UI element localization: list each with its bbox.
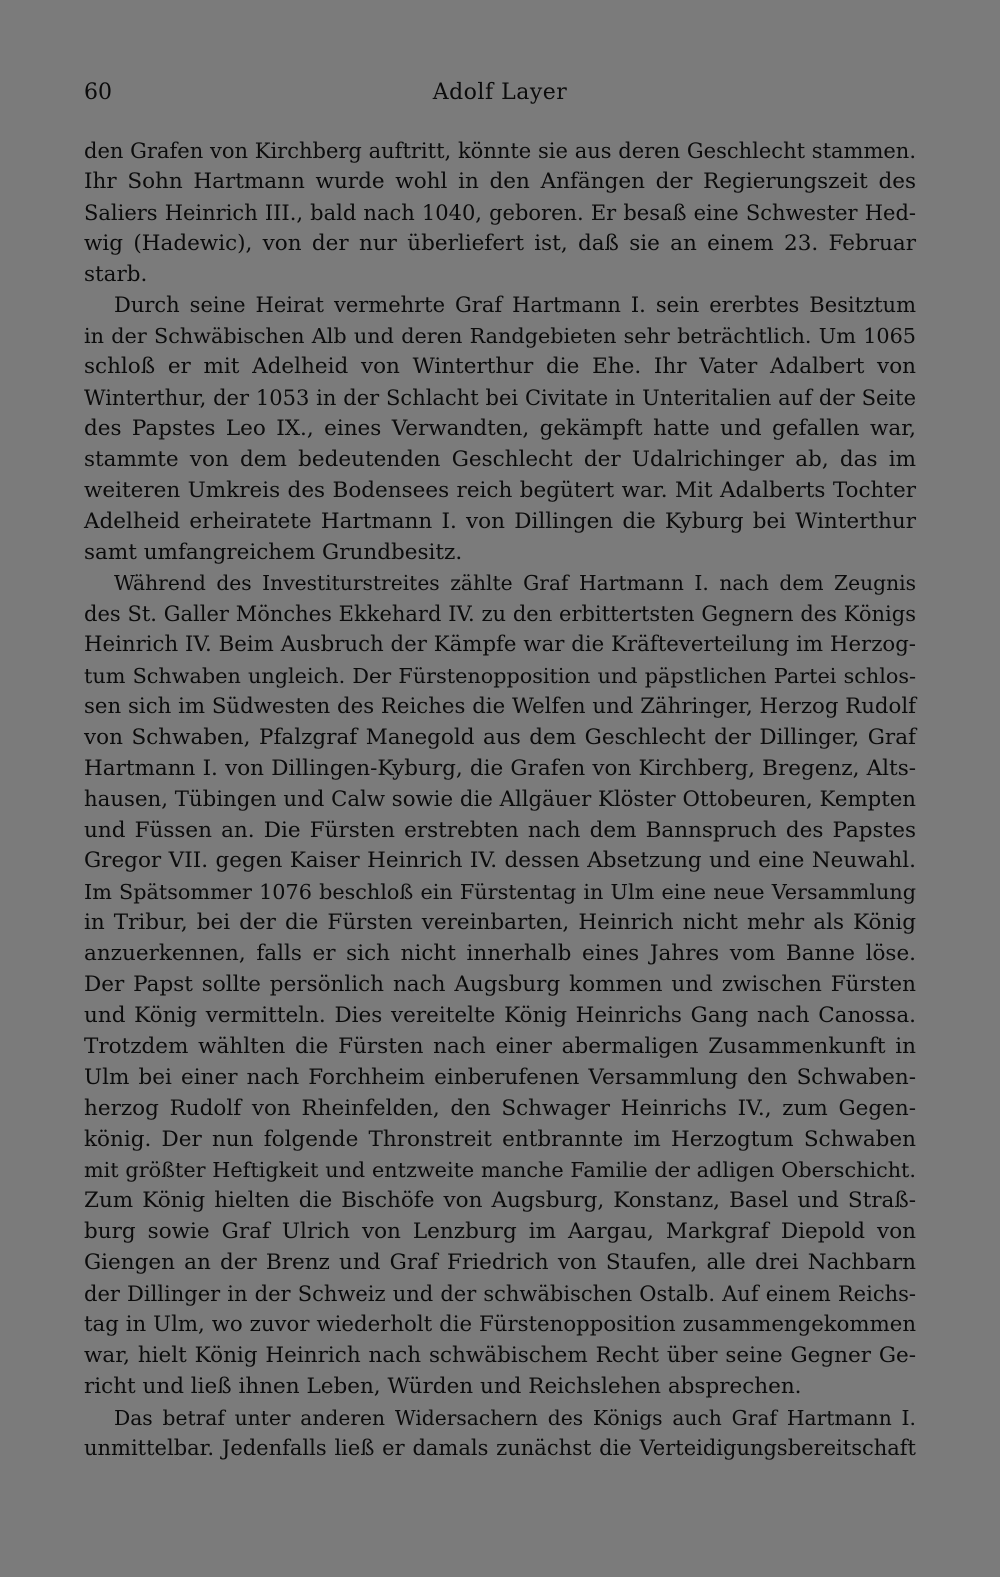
text-line: den Grafen von Kirchberg auftritt, könnte sie aus deren Geschlecht stammen. bbox=[84, 139, 916, 163]
page-header bbox=[84, 76, 916, 110]
text-line: schloß er mit Adelheid von Winterthur die Ehe. Ihr Vater Adalbert von bbox=[84, 354, 916, 380]
text-line: richt und ließ ihnen Leben, Würden und Reichslehen absprechen. bbox=[84, 1373, 802, 1399]
text-line: von Schwaben, Pfalzgraf Manegold aus dem Geschlecht der Dillinger, Graf bbox=[84, 724, 916, 750]
text-line: stammte von dem bedeutenden Geschlecht der Udalrichinger ab, das im bbox=[84, 446, 916, 472]
text-line: Im Spätsommer 1076 beschloß ein Fürstentag in Ulm eine neue Versammlung bbox=[84, 880, 916, 905]
text-line: Winterthur, der 1053 in der Schlacht bei Civitate in Unteritalien auf der Seite bbox=[84, 386, 916, 411]
text-line: tum Schwaben ungleich. Der Fürstenopposition und päpstlichen Partei schlos- bbox=[84, 664, 916, 689]
text-line: Der Papst sollte persönlich nach Augsburg kommen und zwischen Fürsten bbox=[84, 972, 916, 998]
text-line: tag in Ulm, wo zuvor wiederholt die Fürstenopposition zusammengekommen bbox=[84, 1311, 916, 1337]
text-line: weiteren Umkreis des Bodensees reich begütert war. Mit Adalberts Tochter bbox=[84, 477, 916, 503]
text-line: Adelheid erheiratete Hartmann I. von Dillingen die Kyburg bei Winterthur bbox=[84, 508, 916, 534]
text-line: des St. Galler Mönches Ekkehard IV. zu den erbittertsten Gegnern des Königs bbox=[84, 602, 916, 627]
text-line: hausen, Tübingen und Calw sowie die Allgäuer Klöster Ottobeuren, Kempten bbox=[84, 786, 916, 812]
text-line: und Füssen an. Die Fürsten erstrebten nach dem Bannspruch des Papstes bbox=[84, 817, 916, 843]
text-line: sen sich im Südwesten des Reiches die Welfen und Zähringer, Herzog Rudolf bbox=[84, 694, 916, 720]
running-head: Adolf Layer bbox=[432, 80, 568, 105]
text-line: Heinrich IV. Beim Ausbruch der Kämpfe war die Kräfteverteilung im Herzog- bbox=[84, 632, 916, 658]
text-line: Das betraf unter anderen Widersachern des Königs auch Graf Hartmann I. bbox=[114, 1405, 916, 1430]
text-line: Ihr Sohn Hartmann wurde wohl in den Anfängen der Regierungszeit des bbox=[84, 168, 916, 194]
text-line: unmittelbar. Jedenfalls ließ er damals zunächst die Verteidigungsbereitschaft bbox=[84, 1436, 916, 1461]
text-line: in der Schwäbischen Alb und deren Randgebieten sehr beträchtlich. Um 1065 bbox=[84, 324, 916, 349]
text-line: war, hielt König Heinrich nach schwäbischem Recht über seine Gegner Ge- bbox=[84, 1342, 916, 1368]
text-line: Hartmann I. von Dillingen-Kyburg, die Grafen von Kirchberg, Bregenz, Alts- bbox=[84, 755, 916, 781]
text-line: Saliers Heinrich III., bald nach 1040, geboren. Er besaß eine Schwester Hed- bbox=[84, 200, 916, 225]
text-line: könig. Der nun folgende Thronstreit entbrannte im Herzogtum Schwaben bbox=[84, 1126, 916, 1152]
text-line: anzuerkennen, falls er sich nicht innerhalb eines Jahres vom Banne löse. bbox=[84, 941, 916, 967]
text-line: samt umfangreichem Grundbesitz. bbox=[84, 539, 463, 565]
page-number: 60 bbox=[84, 80, 112, 105]
text-line: Trotzdem wählten die Fürsten nach einer abermaligen Zusammenkunft in bbox=[84, 1033, 916, 1059]
text-line: herzog Rudolf von Rheinfelden, den Schwager Heinrichs IV., zum Gegen- bbox=[84, 1095, 916, 1121]
text-line: Durch seine Heirat vermehrte Graf Hartmann I. sein ererbtes Besitztum bbox=[114, 293, 916, 318]
text-line: Gregor VII. gegen Kaiser Heinrich IV. dessen Absetzung und eine Neuwahl. bbox=[84, 848, 916, 874]
text-line: Während des Investiturstreites zählte Graf Hartmann I. nach dem Zeugnis bbox=[114, 571, 916, 596]
text-line: Ulm bei einer nach Forchheim einberufenen Versammlung den Schwaben- bbox=[84, 1064, 916, 1090]
text-line: starb. bbox=[84, 261, 148, 287]
text-line: burg sowie Graf Ulrich von Lenzburg im Aargau, Markgraf Diepold von bbox=[84, 1219, 916, 1245]
text-line: Giengen an der Brenz und Graf Friedrich von Staufen, alle drei Nachbarn bbox=[84, 1250, 916, 1276]
body-text bbox=[84, 136, 916, 1464]
text-line: mit größter Heftigkeit und entzweite manche Familie der adligen Oberschicht. bbox=[84, 1158, 916, 1183]
text-line: wig (Hadewic), von der nur überliefert ist, daß sie an einem 23. Februar bbox=[84, 230, 916, 256]
text-line: der Dillinger in der Schweiz und der schwäbischen Ostalb. Auf einem Reichs- bbox=[84, 1281, 916, 1306]
text-line: des Papstes Leo IX., eines Verwandten, gekämpft hatte und gefallen war, bbox=[84, 416, 916, 442]
text-line: Zum König hielten die Bischöfe von Augsburg, Konstanz, Basel und Straß- bbox=[84, 1188, 916, 1214]
text-line: in Tribur, bei der die Fürsten vereinbarten, Heinrich nicht mehr als König bbox=[84, 910, 916, 936]
text-line: und König vermitteln. Dies vereitelte König Heinrichs Gang nach Canossa. bbox=[84, 1002, 916, 1028]
